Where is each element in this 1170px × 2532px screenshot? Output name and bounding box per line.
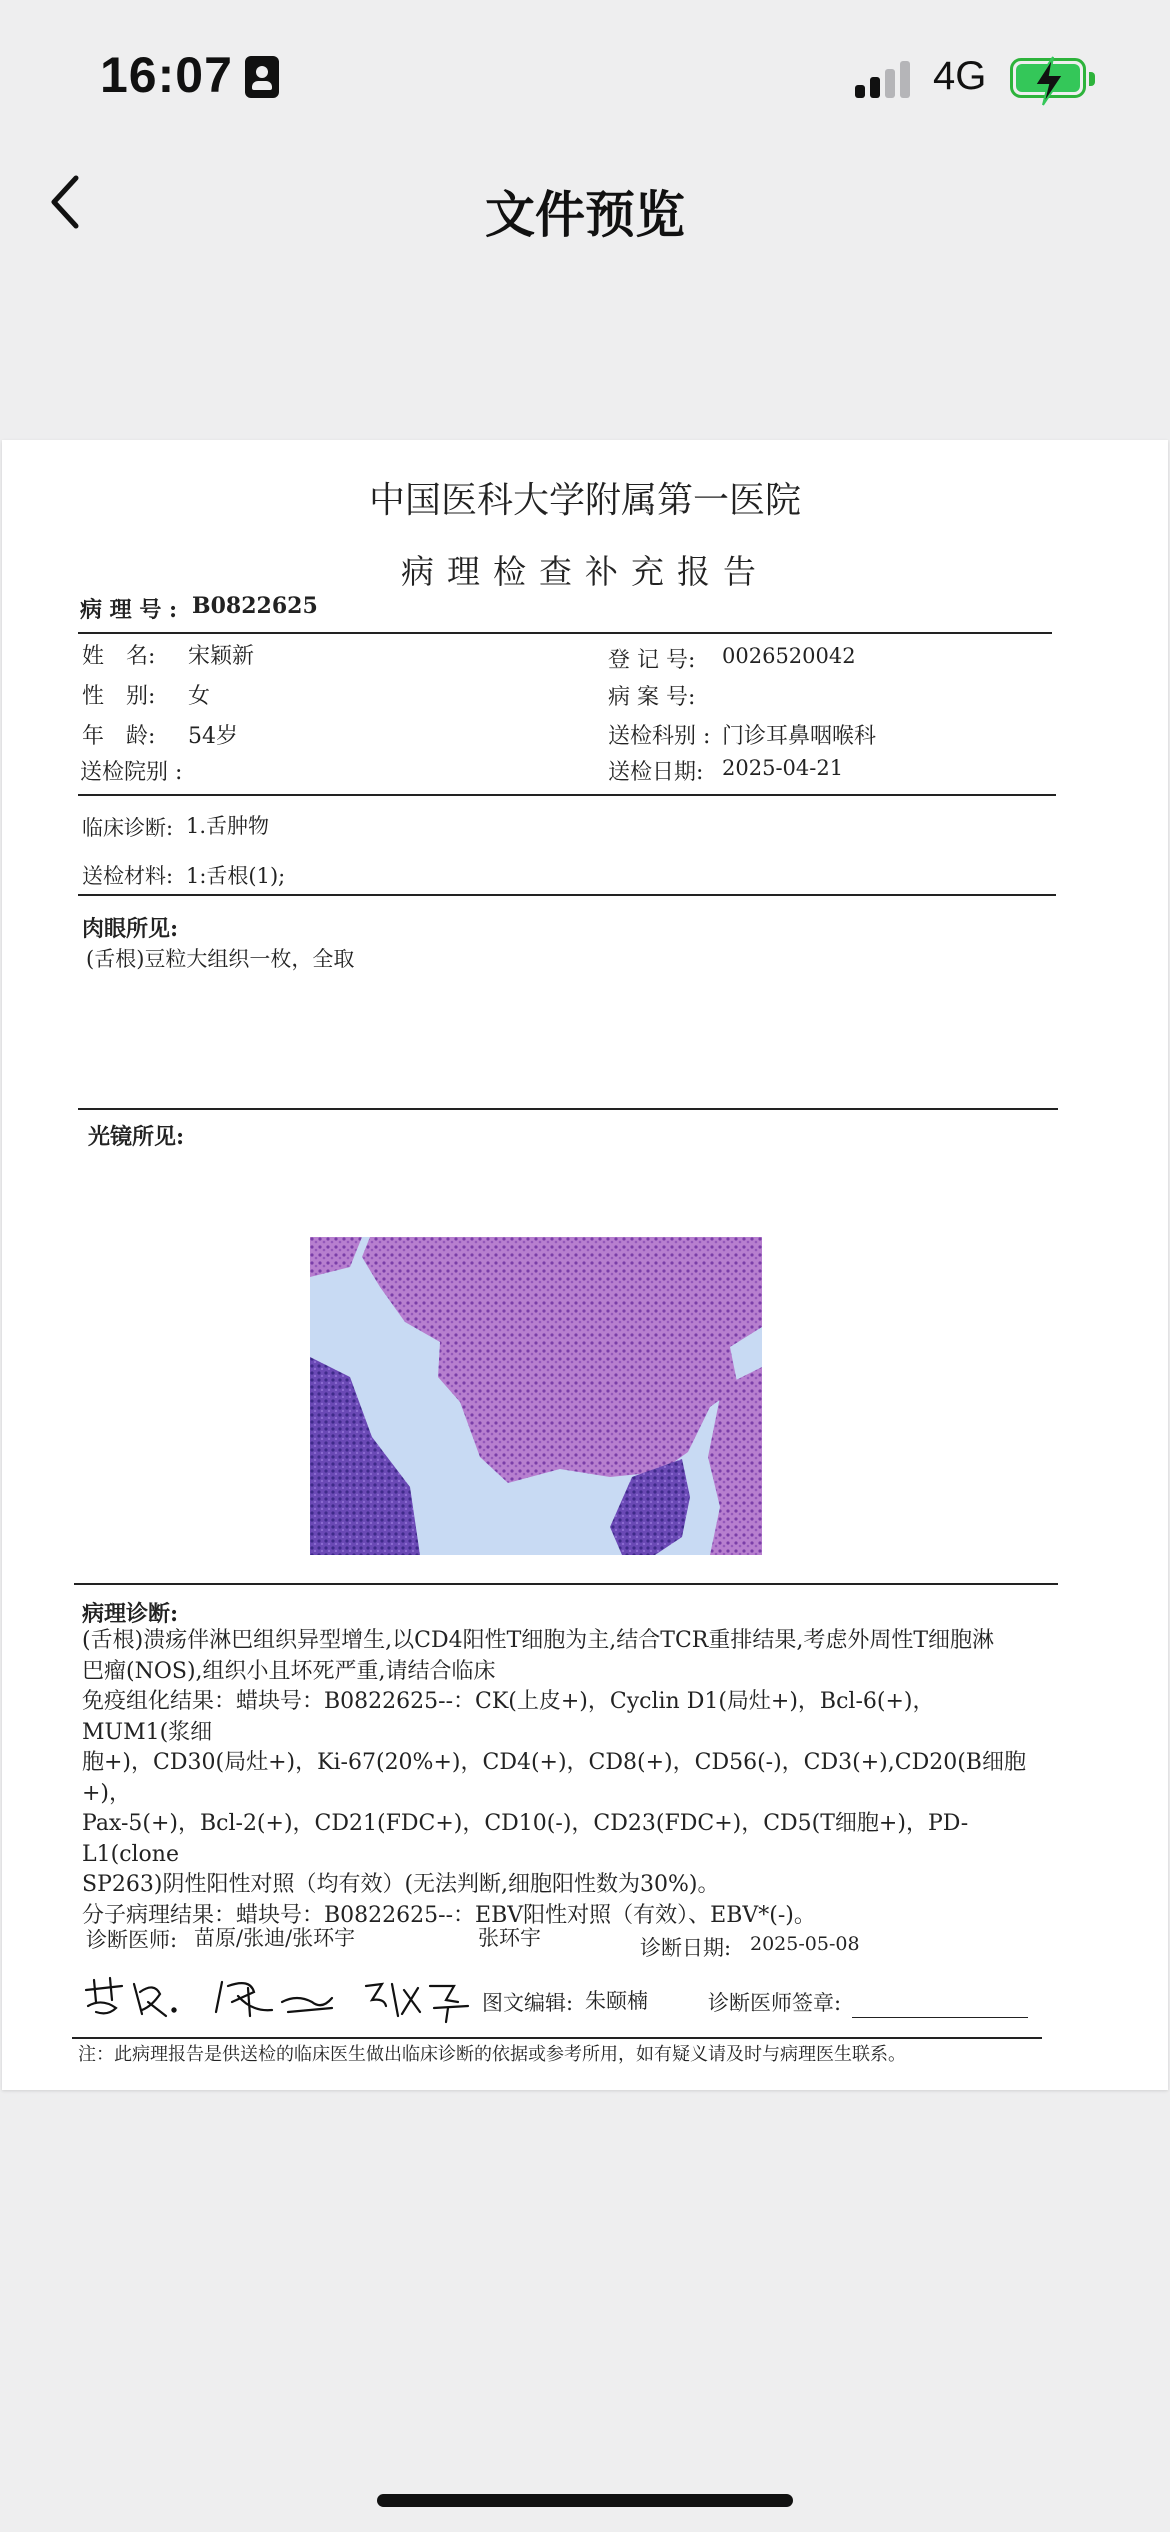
battery-charging-icon bbox=[1010, 58, 1086, 98]
diag-date-label: 诊断日期: bbox=[640, 1936, 732, 1960]
sign-label: 诊断医师签章: bbox=[708, 1991, 842, 2015]
diag-line: SP263)阴性阳性对照（均有效）(无法判断,细胞阳性数为30%)。 bbox=[82, 1872, 720, 1897]
age-label: 年 龄: bbox=[82, 724, 156, 749]
doctor-2: 张环宇 bbox=[478, 1926, 541, 1950]
gender-label: 性 别: bbox=[82, 684, 156, 709]
pathology-diagnosis bbox=[82, 1626, 1042, 1931]
pathology-no: B0822625 bbox=[192, 593, 318, 619]
document-preview[interactable] bbox=[2, 440, 1168, 2090]
page-title: 文件预览 bbox=[485, 186, 685, 244]
reg-no: 0026520042 bbox=[722, 644, 856, 668]
date-sent: 2025-04-21 bbox=[722, 756, 844, 780]
report-note: 注：此病理报告是供送检的临床医生做出临床诊断的依据或参考所用，如有疑义请及时与病理医生联系。 bbox=[78, 2044, 906, 2065]
material-label: 送检材料: bbox=[82, 864, 174, 888]
patient-gender: 女 bbox=[188, 684, 211, 709]
doctors: 苗原/张迪/张环宇 bbox=[194, 1926, 356, 1950]
divider bbox=[74, 1583, 1058, 1585]
hospital-sent-label: 送检院别 : bbox=[80, 760, 183, 785]
editor: 朱颐楠 bbox=[585, 1989, 648, 2013]
microscopy-image bbox=[310, 1237, 762, 1555]
cellular-signal-icon bbox=[855, 60, 915, 98]
reg-no-label: 登 记 号: bbox=[608, 648, 696, 673]
diag-date: 2025-05-08 bbox=[750, 1933, 860, 1955]
gross-finding: (舌根)豆粒大组织一枚，全取 bbox=[86, 947, 355, 971]
diag-line: 免疫组化结果：蜡块号：B0822625--：CK(上皮+)，Cyclin D1(局灶+)，Bcl-6(+)，MUM1(浆细 bbox=[82, 1689, 935, 1745]
clinical-label: 临床诊断: bbox=[82, 816, 174, 840]
diag-line: 巴瘤(NOS),组织小且坏死严重,请结合临床 bbox=[82, 1658, 496, 1684]
dept: 门诊耳鼻咽喉科 bbox=[722, 724, 877, 749]
dept-label: 送检科别 : bbox=[608, 724, 711, 749]
diag-line: 胞+)，CD30(局灶+)，Ki-67(20%+)，CD4(+)，CD8(+)，CD56(-)，CD3(+),CD20(B细胞+)， bbox=[82, 1750, 1026, 1806]
date-sent-label: 送检日期: bbox=[608, 760, 704, 785]
case-no-label: 病 案 号: bbox=[608, 685, 696, 710]
editor-label: 图文编辑: bbox=[482, 1991, 574, 2015]
doctor-signature bbox=[82, 1972, 472, 2028]
divider bbox=[78, 1108, 1058, 1110]
patient-name: 宋颖新 bbox=[188, 644, 255, 669]
divider bbox=[78, 632, 1052, 634]
signature-line bbox=[852, 2017, 1028, 2018]
gross-label: 肉眼所见: bbox=[82, 916, 179, 942]
diag-line: (舌根)溃疡伴淋巴组织异型增生,以CD4阳性T细胞为主,结合TCR重排结果,考虑外周性T细胞淋 bbox=[82, 1628, 995, 1653]
hospital-name: 中国医科大学附属第一医院 bbox=[368, 480, 801, 521]
diag-line: 分子病理结果：蜡块号：B0822625--：EBV阳性对照（有效）、EBV*(-)。 bbox=[82, 1902, 816, 1928]
name-label: 姓 名: bbox=[82, 644, 156, 669]
report-title: 病理检查补充报告 bbox=[401, 552, 769, 591]
material: 1:舌根(1); bbox=[186, 864, 286, 888]
diag-label: 病理诊断: bbox=[82, 1601, 179, 1627]
divider bbox=[78, 894, 1056, 896]
pathology-no-label: 病 理 号 : bbox=[80, 597, 178, 623]
home-indicator[interactable] bbox=[377, 2494, 793, 2507]
divider bbox=[72, 2037, 1042, 2039]
doctor-label: 诊断医师: bbox=[86, 1928, 178, 1952]
micro-label: 光镜所见: bbox=[88, 1124, 185, 1150]
patient-age: 54岁 bbox=[188, 724, 238, 749]
network-type: 4G bbox=[933, 54, 987, 98]
status-bar bbox=[0, 0, 1170, 150]
clinical-diagnosis: 1.舌肿物 bbox=[186, 814, 270, 838]
contact-card-icon bbox=[245, 56, 279, 98]
diag-line: Pax-5(+)，Bcl-2(+)，CD21(FDC+)，CD10(-)，CD23(FDC+)，CD5(T细胞+)，PD-L1(clone bbox=[82, 1811, 969, 1867]
divider bbox=[78, 794, 1056, 796]
status-time: 16:07 bbox=[100, 47, 233, 103]
